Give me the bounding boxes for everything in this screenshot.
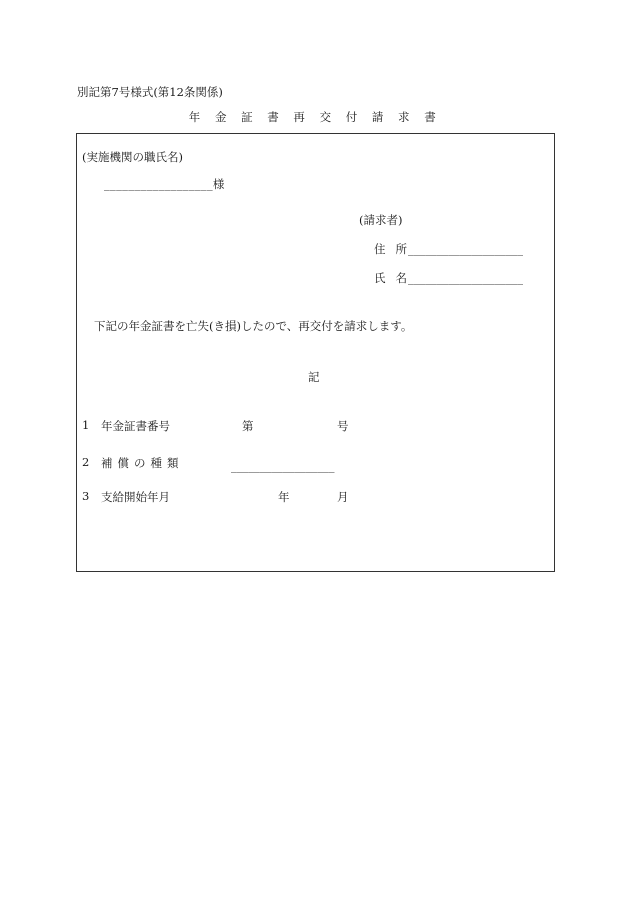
item-1-label: 年金証書番号	[101, 419, 170, 433]
address-label	[374, 241, 408, 257]
name-label-first: 氏	[374, 271, 386, 285]
item-2-number: 2	[82, 455, 90, 469]
certificate-number-prefix: 第	[242, 419, 254, 433]
start-year-label: 年	[278, 490, 290, 504]
item-3-number: 3	[82, 489, 90, 503]
start-month-label: 月	[337, 490, 349, 504]
compensation-type-field[interactable]: __________________	[231, 459, 335, 473]
ki-heading: 記	[308, 370, 320, 384]
item-1-number: 1	[82, 418, 90, 432]
requester-address-row	[374, 241, 523, 257]
name-field[interactable]: ____________________	[408, 271, 523, 285]
form-number-label: 別記第7号様式(第12条関係)	[77, 85, 223, 99]
address-label-second: 所	[395, 242, 407, 256]
document-title: 年 金 証 書 再 交 付 請 求 書	[188, 110, 442, 124]
form-frame	[76, 133, 555, 572]
requester-name-row	[374, 270, 523, 286]
address-field[interactable]: ____________________	[408, 242, 523, 256]
addressee-label: (実施機関の職氏名)	[82, 150, 183, 164]
address-label-first: 住	[374, 242, 386, 256]
certificate-number-suffix: 号	[337, 419, 349, 433]
name-label-second: 名	[395, 271, 407, 285]
addressee-line	[104, 176, 225, 192]
request-statement: 下記の年金証書を亡失(き損)したので、再交付を請求します。	[94, 319, 413, 333]
item-3-label: 支給開始年月	[101, 490, 170, 504]
item-2-label: 補償の種類	[101, 456, 184, 470]
name-label	[374, 270, 408, 286]
addressee-blank[interactable]: __________________	[104, 177, 213, 191]
addressee-honorific: 様	[212, 177, 225, 191]
requester-label: (請求者)	[359, 213, 403, 227]
